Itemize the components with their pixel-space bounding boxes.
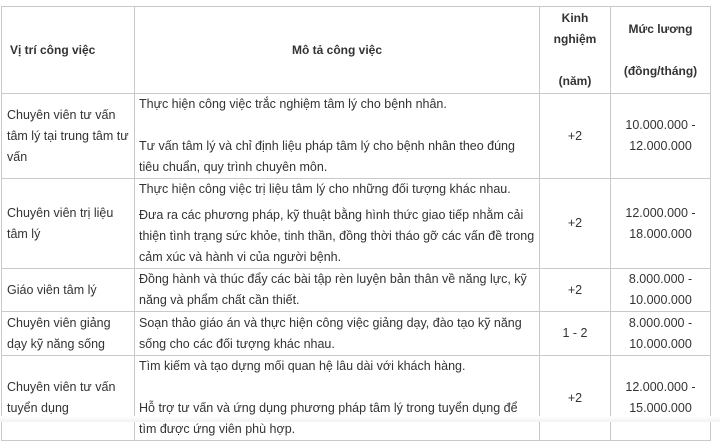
- cell-experience: +2: [540, 356, 611, 441]
- cell-position: Chuyên viên tư vấn tuyển dụng: [2, 356, 135, 441]
- cell-experience: +2: [540, 179, 611, 269]
- description-line: Hỗ trợ tư vấn và ứng dụng phương pháp tâm lý trong tuyển dụng để tìm được ứng viên phù hợp.: [139, 401, 518, 436]
- table-header-row: [2, 7, 711, 94]
- header-description: Mô tả công việc: [135, 7, 540, 94]
- salary-max: 12.000.000: [629, 139, 692, 153]
- cell-experience: 1 - 2: [540, 312, 611, 356]
- bottom-fade: [0, 416, 720, 422]
- table-row: [2, 269, 711, 312]
- cell-description: [135, 94, 540, 179]
- header-experience-unit: (năm): [558, 74, 592, 88]
- salary-min: 8.000.000 -: [628, 272, 693, 286]
- description-line: Thực hiện công việc trắc nghiệm tâm lý cho bệnh nhân.: [139, 97, 447, 111]
- cell-salary: [611, 269, 711, 312]
- salary-max: 18.000.000: [629, 226, 692, 241]
- salary-min: 10.000.000 -: [625, 118, 696, 132]
- header-experience-line2: nghiệm: [553, 32, 597, 46]
- cell-salary: [611, 312, 711, 356]
- job-table: [1, 6, 711, 441]
- cell-position: Chuyên viên trị liệu tâm lý: [2, 179, 135, 269]
- salary-max: 15.000.000: [629, 401, 692, 415]
- header-salary-line2: (đồng/tháng): [623, 63, 698, 78]
- header-position: Vị trí công việc: [2, 7, 135, 94]
- table-row: [2, 356, 711, 441]
- salary-max: 10.000.000: [629, 336, 692, 351]
- salary-max: 10.000.000: [629, 293, 692, 307]
- cell-description: [135, 269, 540, 312]
- description-line: Tư vấn tâm lý và chỉ định liệu pháp tâm lý cho bệnh nhân theo đúng tiêu chuẩn, quy trình chuyên môn.: [139, 139, 515, 174]
- cell-experience: +2: [540, 269, 611, 312]
- cell-experience: +2: [540, 94, 611, 179]
- table-row: [2, 179, 711, 269]
- description-line: Đồng hành và thúc đẩy các bài tập rèn luyện bản thân về năng lực, kỹ năng và phẩm chất cần thiết.: [139, 272, 527, 307]
- table-row: [2, 94, 711, 179]
- salary-min: 12.000.000 -: [625, 205, 696, 220]
- header-experience-line1: Kinh: [561, 11, 589, 25]
- cell-position: Giáo viên tâm lý: [2, 269, 135, 312]
- header-salary-line1: Mức lương: [628, 21, 693, 36]
- cell-description: [135, 356, 540, 441]
- description-line: Tìm kiếm và tạo dựng mối quan hệ lâu dài với khách hàng.: [139, 359, 466, 373]
- description-line: Thực hiện công việc trị liệu tâm lý cho những đối tượng khác nhau.: [139, 182, 511, 196]
- cell-position: Chuyên viên tư vấn tâm lý tại trung tâm tư vấn: [2, 94, 135, 179]
- salary-min: 12.000.000 -: [625, 380, 696, 394]
- header-experience: [540, 7, 611, 94]
- cell-position: Chuyên viên giảng dạy kỹ năng sống: [2, 312, 135, 356]
- salary-min: 8.000.000 -: [628, 315, 693, 330]
- description-line: Soạn thảo giáo án và thực hiện công việc giảng dạy, đào tạo kỹ năng sống cho các đối tượng khác nhau.: [139, 315, 522, 351]
- header-salary: [611, 7, 711, 94]
- cell-salary: [611, 356, 711, 441]
- cell-salary: [611, 179, 711, 269]
- cell-description: [135, 312, 540, 356]
- table-row: [2, 312, 711, 356]
- cell-salary: [611, 94, 711, 179]
- cell-description: [135, 179, 540, 269]
- description-line: Đưa ra các phương pháp, kỹ thuật bằng hình thức giao tiếp nhằm cải thiện tình trạng sức khỏe, tinh thần, đồng thời tháo gỡ các vấn đề trong cảm xúc và hành vi của người bệnh.: [139, 208, 535, 264]
